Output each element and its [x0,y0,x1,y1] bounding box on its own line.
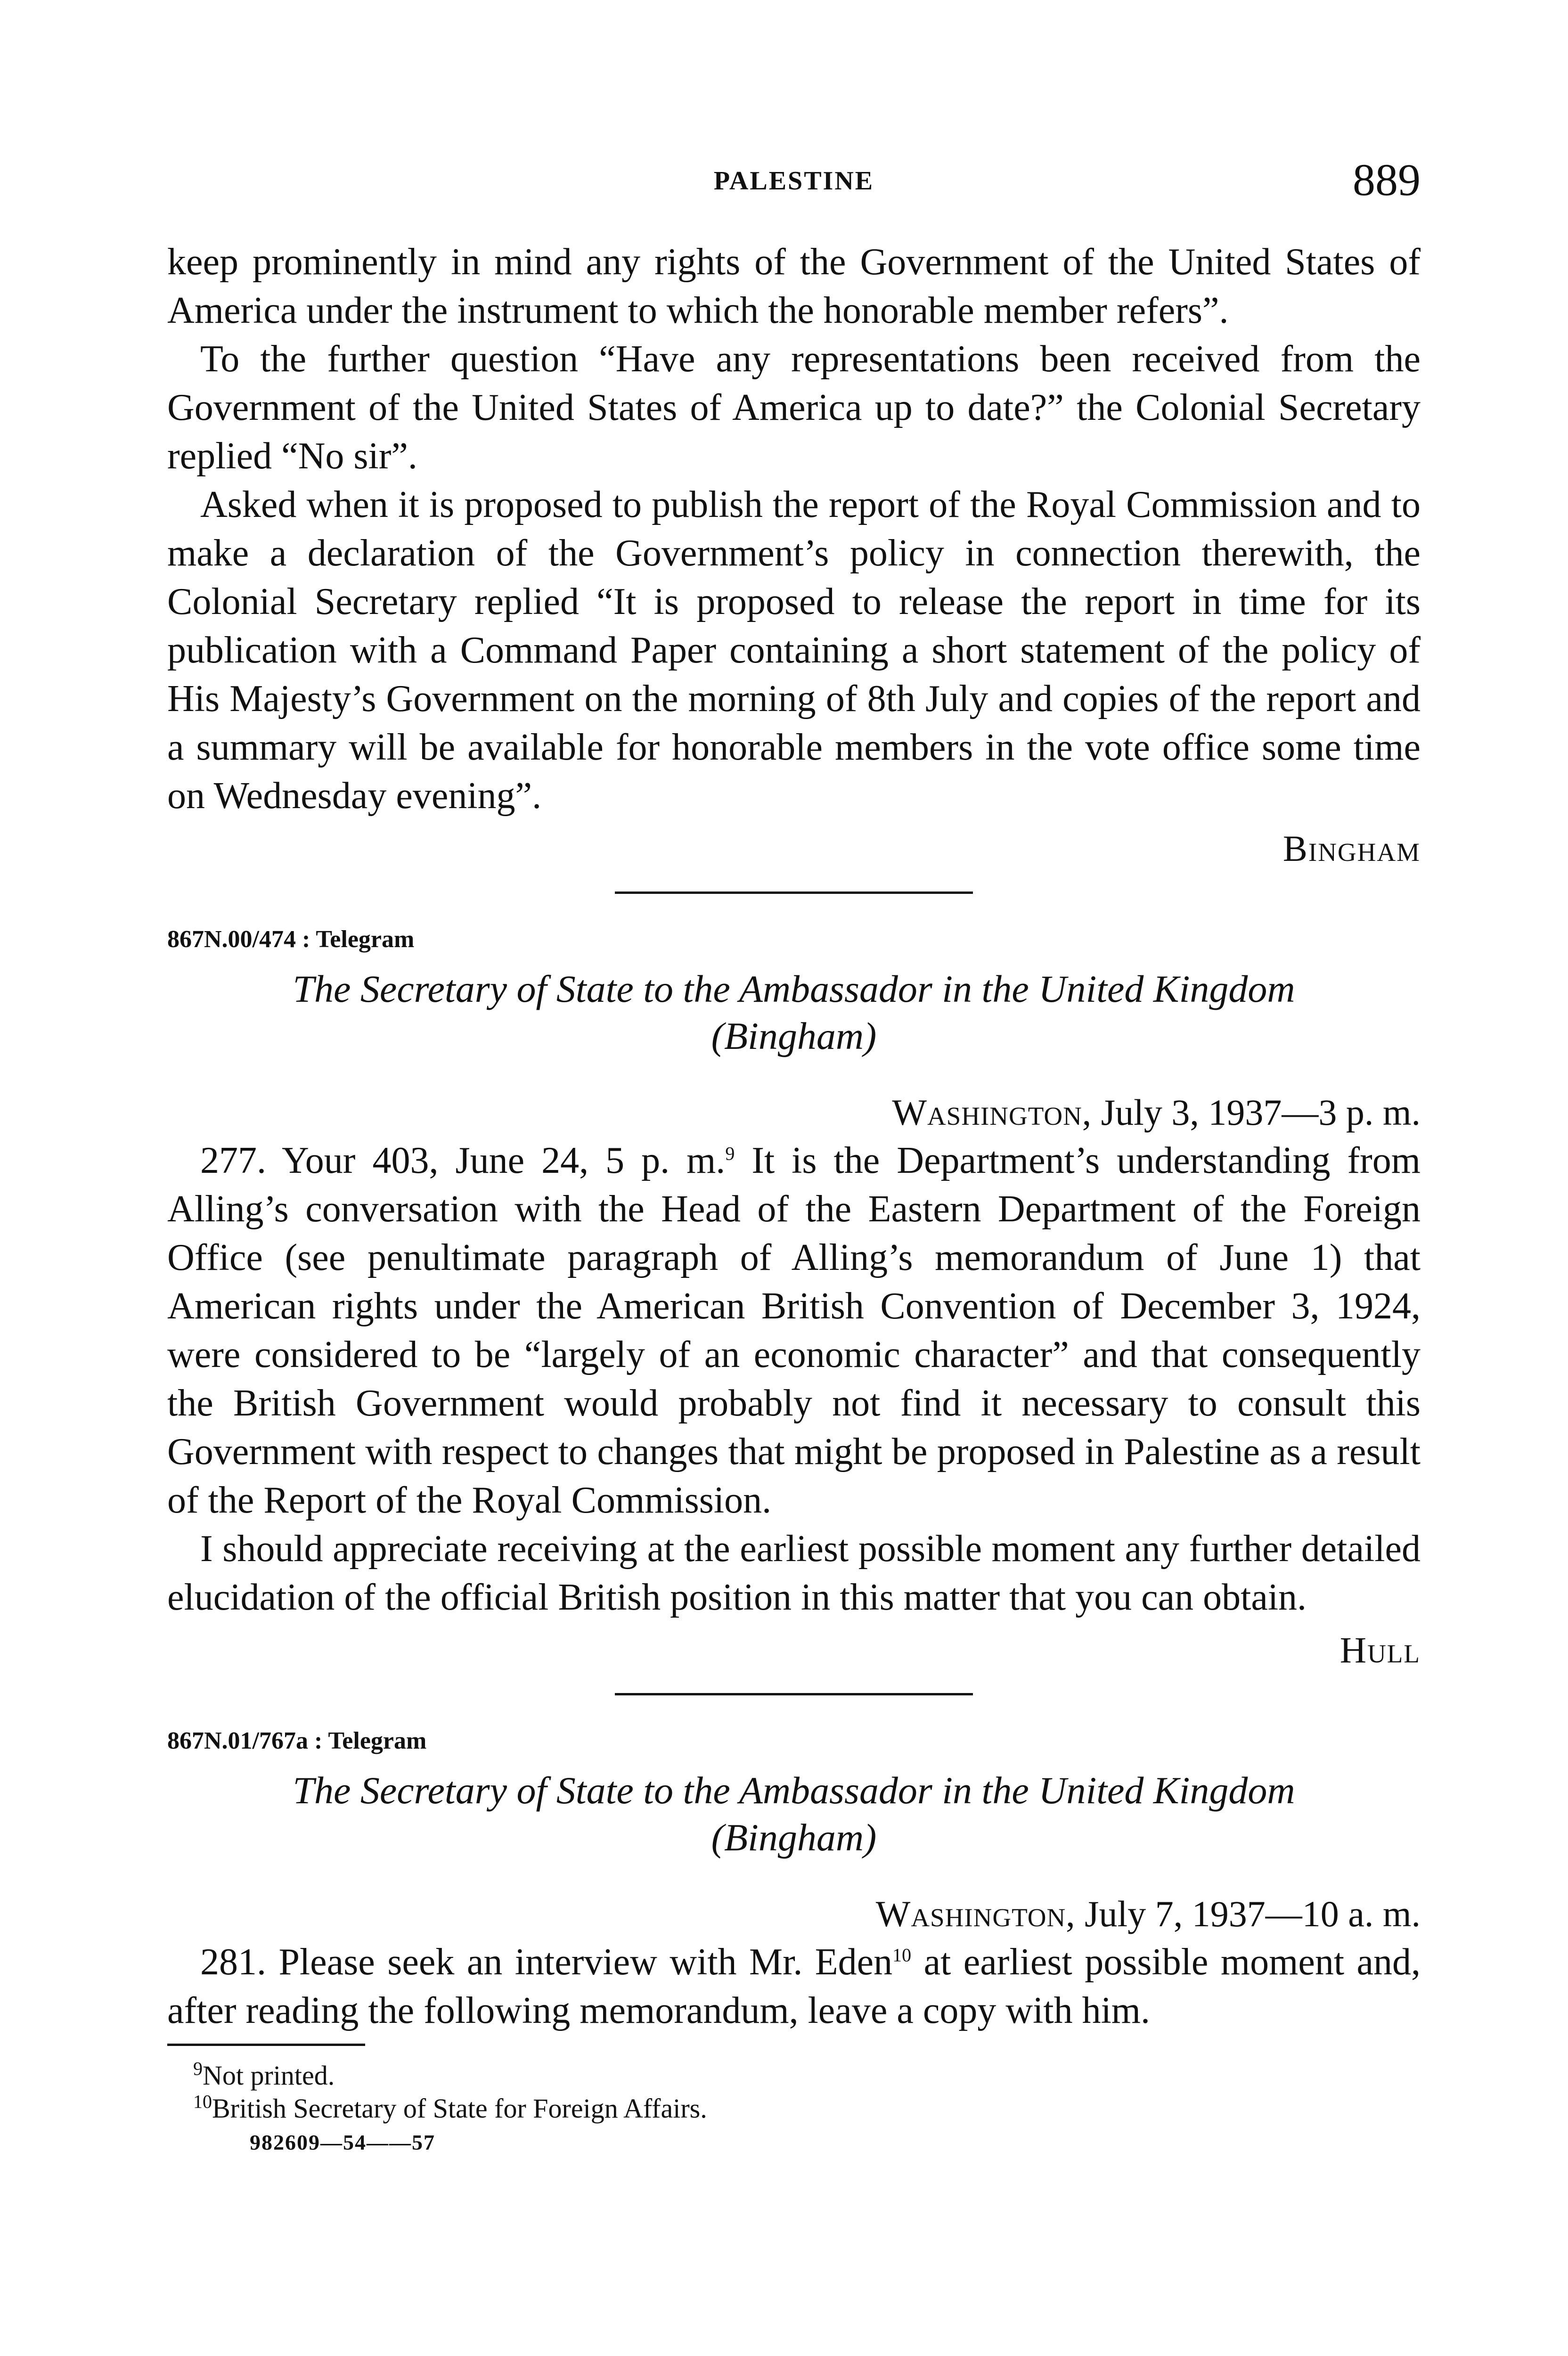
paragraph: To the further question “Have any representations been received from the Government of the United States of America up to date?” the Colonial Secretary replied “No sir”. [167,338,1421,477]
section-divider [615,1693,973,1695]
signature: Bingham [1282,828,1421,869]
footnote [167,2059,1421,2092]
footnote-divider [167,2044,365,2046]
running-title: PALESTINE [713,166,874,196]
section-divider [615,892,973,894]
paragraph-text: 281. Please seek an interview with Mr. Eden [200,1941,893,1983]
paragraph-text: at earliest possible moment and, after reading the following memorandum, leave a copy with him. [167,1941,1421,2031]
page-body [167,238,1421,2155]
paragraph [167,1137,1421,1525]
running-head [167,155,1421,207]
document-heading-recipient: (Bingham) [711,1816,877,1859]
footnote-text: Not printed. [203,2060,335,2091]
dateline-city: Washington, [892,1092,1092,1133]
printer-imprint: 982609—54——57 [250,2130,435,2154]
paragraph [167,1938,1421,2035]
document-heading: The Secretary of State to the Ambassador in the United Kingdom [293,1769,1295,1812]
paragraph: Asked when it is proposed to publish the report of the Royal Commission and to make a declaration of the Government’s policy in connection therewith, the Colonial Secretary replied “It is proposed to release the report in time for its publication with a Command Paper containing a short statement of the policy of His Majesty’s Government on the morning of 8th July and copies of the report and a summary will be available for honorable members in the vote office some time on Wednesday evening”. [167,484,1421,817]
footnote-mark: 9 [193,2058,203,2079]
file-reference: 867N.00/474 : Telegram [167,926,415,953]
paragraph-text: 277. Your 403, June 24, 5 p. m. [200,1140,726,1181]
paragraph: keep prominently in mind any rights of the Government of the United States of America under the instrument to which the honorable member refers”. [167,241,1421,331]
footnote-mark: 10 [193,2091,212,2112]
dateline [167,1890,1421,1938]
file-reference: 867N.01/767a : Telegram [167,1727,427,1754]
footnote-text: British Secretary of State for Foreign Affairs. [212,2093,707,2124]
signature: Hull [1339,1629,1421,1670]
dateline-date: July 7, 1937—10 a. m. [1075,1893,1421,1934]
footnote-reference: 9 [725,1143,735,1164]
footnote-reference: 10 [892,1944,912,1966]
dateline [167,1088,1421,1137]
footnote [167,2092,1421,2125]
dateline-city: Washington, [875,1893,1076,1934]
document-heading: The Secretary of State to the Ambassador in the United Kingdom [293,967,1295,1010]
document-heading-recipient: (Bingham) [711,1014,877,1057]
dateline-date: July 3, 1937—3 p. m. [1092,1092,1421,1133]
page-number: 889 [1353,155,1421,205]
paragraph: I should appreciate receiving at the earliest possible moment any further detailed elucidation of the official British position in this matter that you can obtain. [167,1528,1421,1618]
paragraph-text: It is the Department’s understanding from Alling’s conversation with the Head of the Eastern Department of the Foreign Office (see penultimate paragraph of Alling’s memorandum of June 1) that American rights under the American British Convention of December 3, 1924, were considered to be “largely of an economic character” and that consequently the British Government would probably not find it necessary to consult this Government with respect to changes that might be proposed in Palestine as a result of the Report of the Royal Commission. [167,1140,1421,1521]
